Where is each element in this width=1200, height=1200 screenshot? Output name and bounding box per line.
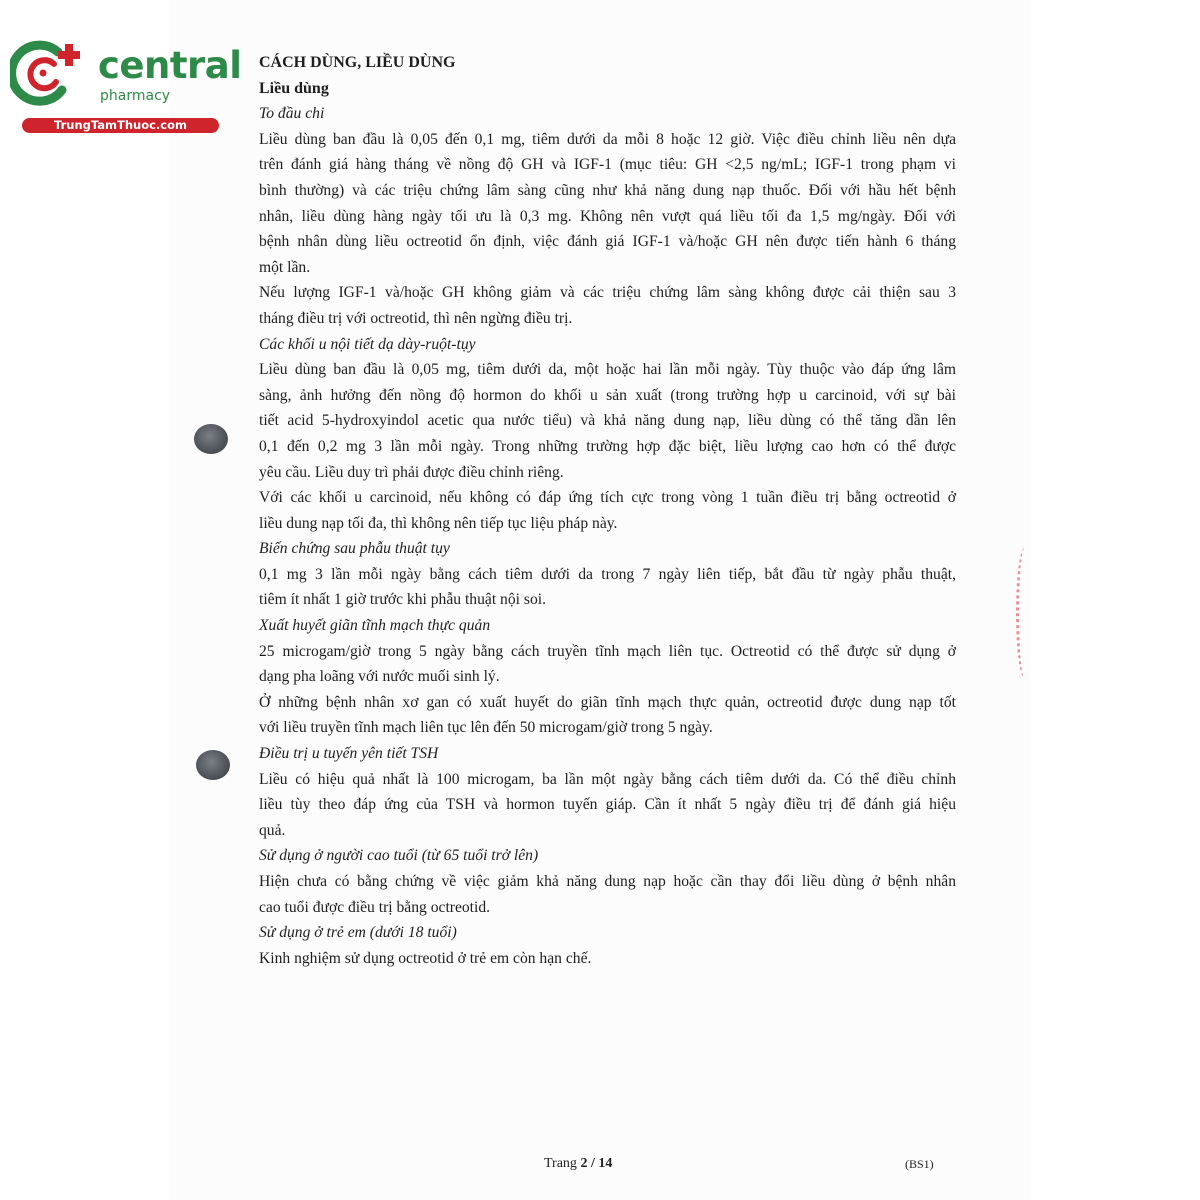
block-heading: To đầu chi (259, 105, 325, 123)
text-line: Nếu lượng IGF-1 và/hoặc GH không giảm và các triệu chứng lâm sàng không được cải thiện sau 3 (259, 284, 956, 302)
punch-hole-top (194, 424, 228, 454)
text-line: tiêm ít nhất 1 giờ trước khi phẫu thuật nội soi. (259, 591, 546, 609)
text-line: trên đánh giá hàng tháng về nồng độ GH và IGF-1 (mục tiêu: GH <2,5 ng/mL; IGF-1 trong phạm vi (259, 156, 956, 174)
body-paragraph (259, 690, 956, 741)
logo-url-badge[interactable]: TrungTamThuoc.com (22, 118, 219, 133)
body-paragraph (259, 280, 956, 331)
text-line: dạng pha loãng với nước muối sinh lý. (259, 668, 500, 686)
block-heading: Sử dụng ở người cao tuổi (từ 65 tuổi trở lên) (259, 847, 539, 865)
logo-brand-name: central (98, 44, 242, 87)
punch-hole-bottom (196, 750, 230, 780)
page-number (544, 1156, 612, 1172)
pharmacy-c-cross-icon (10, 38, 88, 108)
block-heading: Xuất huyết giãn tĩnh mạch thực quản (259, 617, 491, 635)
block-heading: Biến chứng sau phẫu thuật tụy (259, 540, 450, 558)
text-line: liều tùy theo đáp ứng của TSH và hormon tuyến giáp. Cần ít nhất 5 ngày điều trị để đánh giá hiệu (259, 796, 956, 814)
text-line: Kinh nghiệm sử dụng octreotid ở trẻ em còn hạn chế. (259, 949, 592, 967)
section-title: CÁCH DÙNG, LIỀU DÙNG (259, 54, 456, 71)
text-line: liều dung nạp tối đa, thì không nên tiếp tục liệu pháp này. (259, 514, 618, 532)
text-line: 0,1 đến 0,2 mg 3 lần mỗi ngày. Trong những trường hợp đặc biệt, liều lượng cao hơn có thể được (259, 437, 956, 455)
text-line: bệnh nhân dùng liều octreotid ổn định, việc đánh giá IGF-1 và/hoặc GH nên được tiến hành 6 tháng (259, 233, 956, 251)
block-heading: Sử dụng ở trẻ em (dưới 18 tuổi) (259, 924, 457, 942)
block-heading: Điều trị u tuyến yên tiết TSH (259, 745, 439, 763)
page-number-value: 2 / 14 (580, 1156, 613, 1171)
text-line: với liều truyền tĩnh mạch liên tục lên đến 50 microgam/giờ trong 5 ngày. (259, 719, 713, 737)
text-line: nhân, liều dùng hàng ngày tối ưu là 0,3 mg. Không nên vượt quá liều tối đa 1,5 mg/ngày. Đối với (259, 207, 956, 225)
page-prefix: Trang (544, 1156, 581, 1171)
text-line: tiết acid 5-hydroxyindol acetic qua nước tiểu) và khả năng dung nạp, liều dùng có thể tăng dần lên (259, 412, 956, 430)
subsection-title: Liều dùng (259, 79, 329, 97)
body-paragraph (259, 767, 956, 844)
document-code: (BS1) (905, 1157, 934, 1171)
text-line: Liều có hiệu quả nhất là 100 microgam, ba lần một ngày bằng cách tiêm dưới da. Có thể điều chỉnh (259, 770, 956, 788)
text-line: quả. (259, 821, 286, 839)
text-line: tháng điều trị với octreotid, thì nên ngừng điều trị. (259, 309, 573, 327)
body-paragraph (259, 357, 956, 485)
block-heading: Các khối u nội tiết dạ dày-ruột-tụy (259, 335, 476, 353)
text-line: Ở những bệnh nhân xơ gan có xuất huyết do giãn tĩnh mạch thực quản, octreotid được dung nạp tốt (259, 693, 956, 711)
text-line: Liều dùng ban đầu là 0,05 mg, tiêm dưới da, một hoặc hai lần mỗi ngày. Tùy thuộc vào đáp ứng lâm (259, 361, 956, 379)
text-line: sàng, ảnh hưởng đến nồng độ hormon do khối u sản xuất (trong trường hợp u carcinoid, với sự bài (259, 386, 956, 404)
text-line: cao tuổi được điều trị bằng octreotid. (259, 898, 491, 916)
body-paragraph (259, 485, 956, 536)
text-line: Liều dùng ban đầu là 0,05 đến 0,1 mg, tiêm dưới da mỗi 8 hoặc 12 giờ. Việc điều chỉnh liều nên dựa (259, 130, 956, 148)
body-paragraph (259, 869, 956, 920)
text-line: 0,1 mg 3 lần mỗi ngày bằng cách tiêm dưới da trong 7 ngày liên tiếp, bắt đầu từ ngày phẫu thuật, (259, 565, 956, 583)
text-line: 25 microgam/giờ trong 5 ngày bằng cách truyền tĩnh mạch liên tục. Octreotid có thể được sử dụng ở (259, 642, 956, 660)
text-line: một lần. (259, 258, 311, 276)
text-line: bình thường) và các triệu chứng lâm sàng cũng như khả năng dung nạp thuốc. Đối với hầu hết bệnh (259, 181, 956, 199)
document-body (259, 50, 956, 971)
dosage-blocks (259, 101, 956, 971)
text-line: Với các khối u carcinoid, nếu không có đáp ứng tích cực trong vòng 1 tuần điều trị bằng octreotid ở (259, 489, 956, 507)
text-line: yêu cầu. Liều duy trì phải được điều chỉnh riêng. (259, 463, 564, 481)
logo-brand-sub: pharmacy (100, 88, 171, 104)
body-paragraph (259, 946, 956, 972)
body-paragraph (259, 562, 956, 613)
central-pharmacy-logo[interactable] (10, 38, 242, 138)
red-stamp-edge (1016, 548, 1033, 678)
text-line: Hiện chưa có bằng chứng về việc giảm khả năng dung nạp hoặc cần thay đổi liều dùng ở bệnh nhân (259, 873, 956, 890)
body-paragraph (259, 639, 956, 690)
body-paragraph (259, 127, 956, 281)
